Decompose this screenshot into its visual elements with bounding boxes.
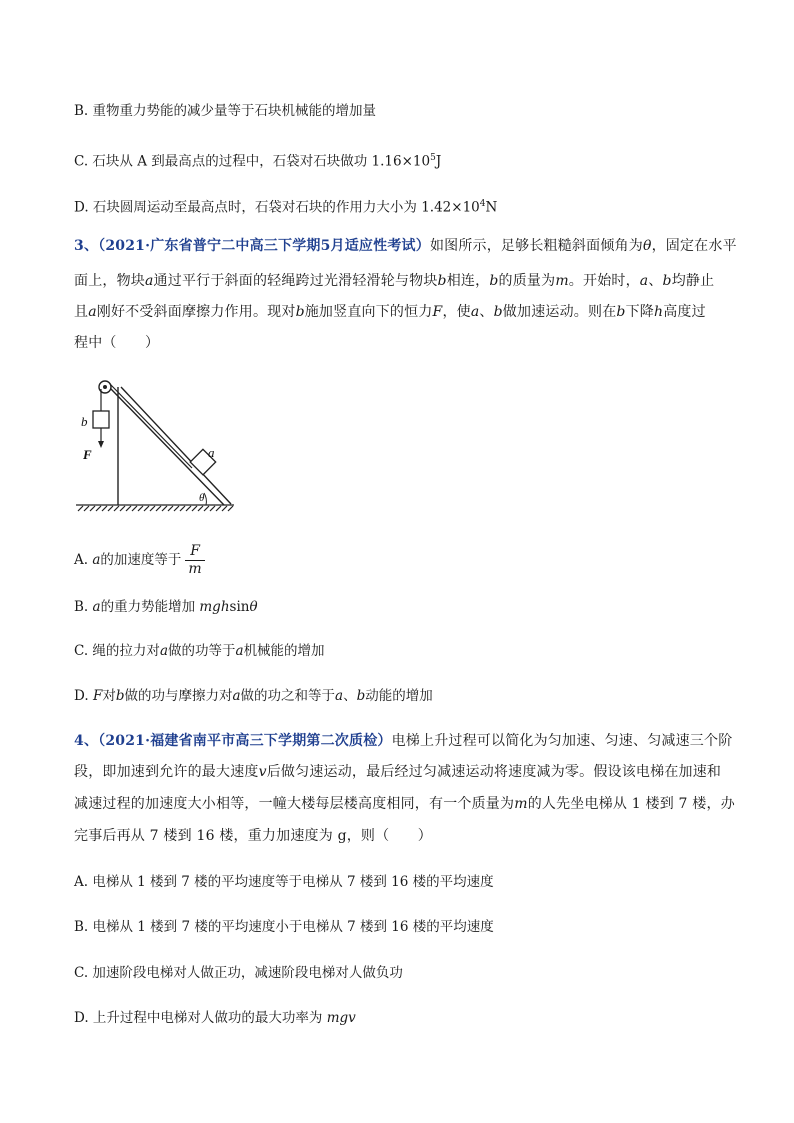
rope-incline <box>110 384 192 468</box>
q3-option-a[interactable]: A. a的加速度等于 $\frac{F}{m}$ <box>74 543 205 578</box>
label-b: b <box>81 414 88 429</box>
q4-stem-line-3: 减速过程的加速度大小相等，一幢大楼每层楼高度相同，有一个质量为m的人先坐电梯从 1 楼到 7 楼，办 <box>74 796 735 812</box>
q3-stem-line-3: 且a刚好不受斜面摩擦力作用。现对b施加竖直向下的恒力F，使a、b做加速运动。则在b下降h高度过 <box>74 304 706 320</box>
q3-option-b[interactable]: B. a的重力势能增加 mghsinθ <box>74 599 258 615</box>
q4-stem-line-1: 4、（2021·福建省南平市高三下学期第二次质检）电梯上升过程可以简化为匀加速、匀速、匀减速三个阶 <box>74 733 733 749</box>
prev-option-d: D. 石块圆周运动至最高点时，石袋对石块的作用力大小为 $1.42\times 10^4N$ <box>74 199 498 216</box>
force-arrowhead <box>98 441 104 448</box>
q3-number: 3、 <box>74 238 99 254</box>
label-theta: θ <box>199 492 205 504</box>
q3-source: （2021·广东省普宁二中高三下学期5月适应性考试） <box>98 238 430 254</box>
q3-option-d[interactable]: D. F对b做的功与摩擦力对a做的功之和等于a、b动能的增加 <box>74 688 433 704</box>
prev-option-c: C. 石块从 A 到最高点的过程中，石袋对石块做功 $1.16\times 10^5J$ <box>74 153 442 170</box>
prev-option-b: B. 重物重力势能的减少量等于石块机械能的增加量 <box>74 103 377 119</box>
q4-source: （2021·福建省南平市高三下学期第二次质检） <box>98 733 392 749</box>
q3-option-c[interactable]: C. 绳的拉力对a做的功等于a机械能的增加 <box>74 643 325 659</box>
q3-stem-line-1: 3、（2021·广东省普宁二中高三下学期5月适应性考试）如图所示，足够长粗糙斜面倾角为θ，固定在水平 <box>74 238 737 254</box>
q3-stem-line-2: 面上，物块a通过平行于斜面的轻绳跨过光滑轻滑轮与物块b相连，b的质量为m。开始时，a、b均静止 <box>74 273 715 289</box>
ground <box>76 505 234 511</box>
block-b <box>93 411 109 428</box>
q4-number: 4、 <box>74 733 99 749</box>
q4-stem-line-2: 段，即加速到允许的最大速度v后做匀速运动，最后经过匀减速运动将速度减为零。假设该电梯在加速和 <box>74 764 722 780</box>
q4-option-a[interactable]: A. 电梯从 1 楼到 7 楼的平均速度等于电梯从 7 楼到 16 楼的平均速度 <box>74 874 494 890</box>
fraction: $\frac{F}{m}$ <box>185 543 204 578</box>
q4-stem-line-4: 完事后再从 7 楼到 16 楼，重力加速度为 g，则（ ） <box>74 828 432 844</box>
q4-option-c[interactable]: C. 加速阶段电梯对人做正功，减速阶段电梯对人做负功 <box>74 965 403 981</box>
q3-stem-line-4: 程中（ ） <box>74 335 160 351</box>
label-F: F <box>83 447 92 462</box>
label-a: a <box>208 445 215 460</box>
q4-option-b[interactable]: B. 电梯从 1 楼到 7 楼的平均速度小于电梯从 7 楼到 16 楼的平均速度 <box>74 919 494 935</box>
incline-pulley-diagram <box>74 375 239 515</box>
q4-option-d[interactable]: D. 上升过程中电梯对人做功的最大功率为 mgv <box>74 1010 356 1026</box>
